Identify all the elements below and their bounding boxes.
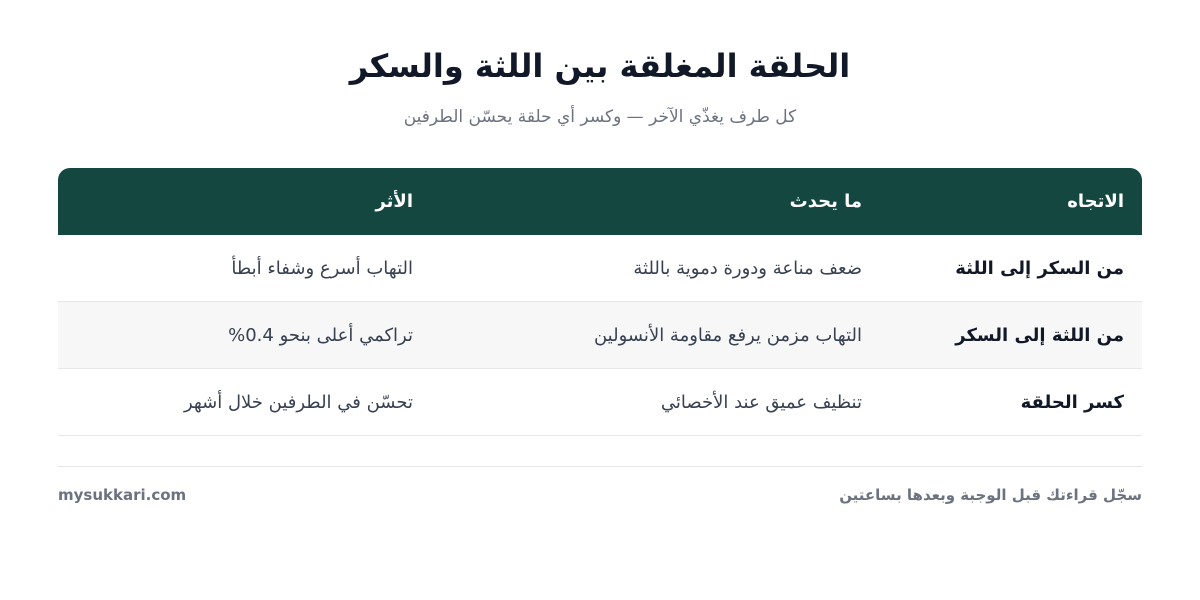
column-header-effect: الأثر <box>375 191 413 212</box>
row-what-happens: التهاب مزمن يرفع مقاومة الأنسولين <box>593 324 862 346</box>
table-row <box>58 369 1142 436</box>
table-row <box>58 235 1142 302</box>
page <box>58 0 1142 600</box>
row-effect: التهاب أسرع وشفاء أبطأ <box>231 257 413 279</box>
footer-note: سجّل قراءتك قبل الوجبة وبعدها بساعتين <box>839 486 1142 504</box>
row-what-happens: تنظيف عميق عند الأخصائي <box>660 391 862 413</box>
footer-divider <box>58 466 1142 467</box>
footer-brand[interactable]: mysukkari.com <box>58 486 187 504</box>
row-direction: من اللثة إلى السكر <box>955 324 1124 346</box>
table-header <box>58 168 1142 235</box>
cycle-table <box>58 168 1142 436</box>
row-direction: من السكر إلى اللثة <box>955 257 1124 279</box>
page-subtitle: كل طرف يغذّي الآخر — وكسر أي حلقة يحسّن الطرفين <box>403 107 797 127</box>
row-what-happens: ضعف مناعة ودورة دموية باللثة <box>633 257 862 279</box>
table-row <box>58 302 1142 369</box>
row-effect: تحسّن في الطرفين خلال أشهر <box>183 391 413 413</box>
page-title: الحلقة المغلقة بين اللثة والسكر <box>349 47 851 85</box>
column-header-what-happens: ما يحدث <box>789 191 862 212</box>
row-effect: تراكمي أعلى بنحو 0.4% <box>228 324 413 346</box>
column-header-direction: الاتجاه <box>1067 191 1124 212</box>
row-direction: كسر الحلقة <box>1020 391 1124 413</box>
